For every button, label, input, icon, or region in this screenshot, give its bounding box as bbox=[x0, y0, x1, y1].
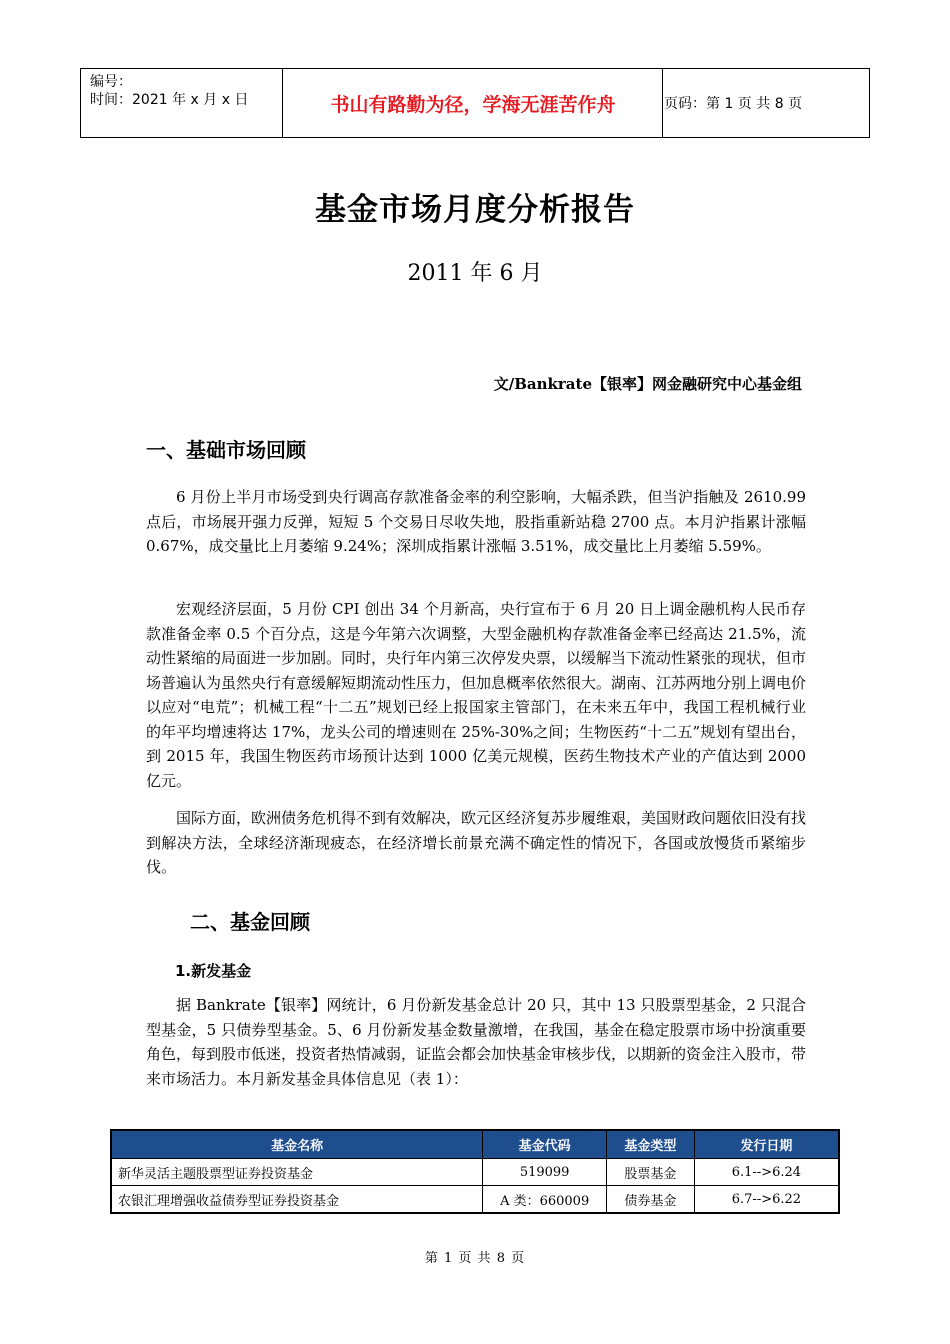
table-row bbox=[111, 1159, 839, 1186]
issue-date-cell: 6.1-->6.24 bbox=[694, 1159, 839, 1186]
header-motto: 书山有路勤为径，学海无涯苦作舟 bbox=[330, 93, 616, 116]
column-header: 发行日期 bbox=[694, 1130, 839, 1159]
paragraph-market-summary: 6 月份上半月市场受到央行调高存款准备金率的利空影响，大幅杀跌，但当沪指触及 2610.99 点后，市场展开强力反弹，短短 5 个交易日尽收失地，股指重新站稳 2700 点。本月沪指累计涨幅 0.67%，成交量比上月萎缩 9.24%；深圳成指累计涨幅 3.51%，成交量比上月萎缩 5.59%。 bbox=[146, 488, 806, 555]
header-divider bbox=[662, 69, 663, 137]
header-divider bbox=[282, 69, 283, 137]
header-meta bbox=[90, 73, 248, 109]
report-author: 文/Bankrate【银率】网金融研究中心基金组 bbox=[493, 375, 802, 393]
report-date: 2011 年 6 月 bbox=[407, 261, 543, 286]
fund-name-cell: 农银汇理增强收益债券型证券投资基金 bbox=[111, 1186, 483, 1214]
header-divider bbox=[80, 69, 81, 137]
page-footer: 第 1 页 共 8 页 bbox=[424, 1251, 526, 1266]
fund-type-cell: 债券基金 bbox=[607, 1186, 695, 1214]
report-title: 基金市场月度分析报告 bbox=[315, 192, 635, 228]
column-header: 基金类型 bbox=[607, 1130, 695, 1159]
header-page-info: 页码：第 1 页 共 8 页 bbox=[664, 96, 803, 112]
paragraph-international: 国际方面，欧洲债务危机得不到有效解决，欧元区经济复苏步履维艰，美国财政问题依旧没有找到解决方法，全球经济渐现疲态，在经济增长前景充满不确定性的情况下，各国或放慢货币紧缩步伐。 bbox=[146, 809, 807, 876]
fund-code-cell: A 类：660009 bbox=[483, 1186, 607, 1214]
time-label: 时间：2021 年 x 月 x 日 bbox=[90, 92, 249, 108]
header-divider bbox=[869, 69, 870, 137]
number-label: 编号： bbox=[90, 74, 132, 90]
section-heading-market-review: 一、基础市场回顾 bbox=[146, 438, 306, 462]
page-header bbox=[80, 68, 870, 138]
section-heading-fund-review: 二、基金回顾 bbox=[190, 910, 310, 934]
fund-name-cell: 新华灵活主题股票型证券投资基金 bbox=[111, 1159, 483, 1186]
new-funds-table bbox=[110, 1129, 840, 1214]
issue-date-cell: 6.7-->6.22 bbox=[694, 1186, 839, 1214]
subsection-new-funds: 1.新发基金 bbox=[175, 962, 252, 980]
paragraph-macro-economy: 宏观经济层面，5 月份 CPI 创出 34 个月新高，央行宣布于 6 月 20 日上调金融机构人民币存款准备金率 0.5 个百分点，这是今年第六次调整，大型金融机构存款准备金率已经高达 21.5%，流动性紧缩的局面进一步加剧。同时，央行年内第三次停发央票，以缓解当下流动性紧张的现状，但市场普遍认为虽然央行有意缓解短期流动性压力，但加息概率依然很大。湖南、江苏两地分别上调电价以应对“电荒”；机械工程“十二五”规划已经上报国家主管部门，在未来五年中，我国工程机械行业的年平均增速将达 17%，龙头公司的增速则在 25%-30%之间；生物医药“十二五”规划有望出台，到 2015 年，我国生物医药市场预计达到 1000 亿美元规模，医药生物技术产业的产值达到 2000 亿元。 bbox=[146, 600, 807, 790]
paragraph-new-funds: 据 Bankrate【银率】网统计，6 月份新发基金总计 20 只，其中 13 只股票型基金，2 只混合型基金，5 只债券型基金。5、6 月份新发基金数量激增，在我国，基金在稳定股票市场中扮演重要角色，每到股市低迷，投资者热情减弱，证监会都会加快基金审核步伐，以期新的资金注入股市，带来市场活力。本月新发基金具体信息见（表 1）： bbox=[146, 996, 807, 1088]
table-header-row bbox=[111, 1130, 839, 1159]
fund-code-cell: 519099 bbox=[483, 1159, 607, 1186]
table-row bbox=[111, 1186, 839, 1214]
column-header: 基金代码 bbox=[483, 1130, 607, 1159]
column-header: 基金名称 bbox=[111, 1130, 483, 1159]
fund-type-cell: 股票基金 bbox=[607, 1159, 695, 1186]
